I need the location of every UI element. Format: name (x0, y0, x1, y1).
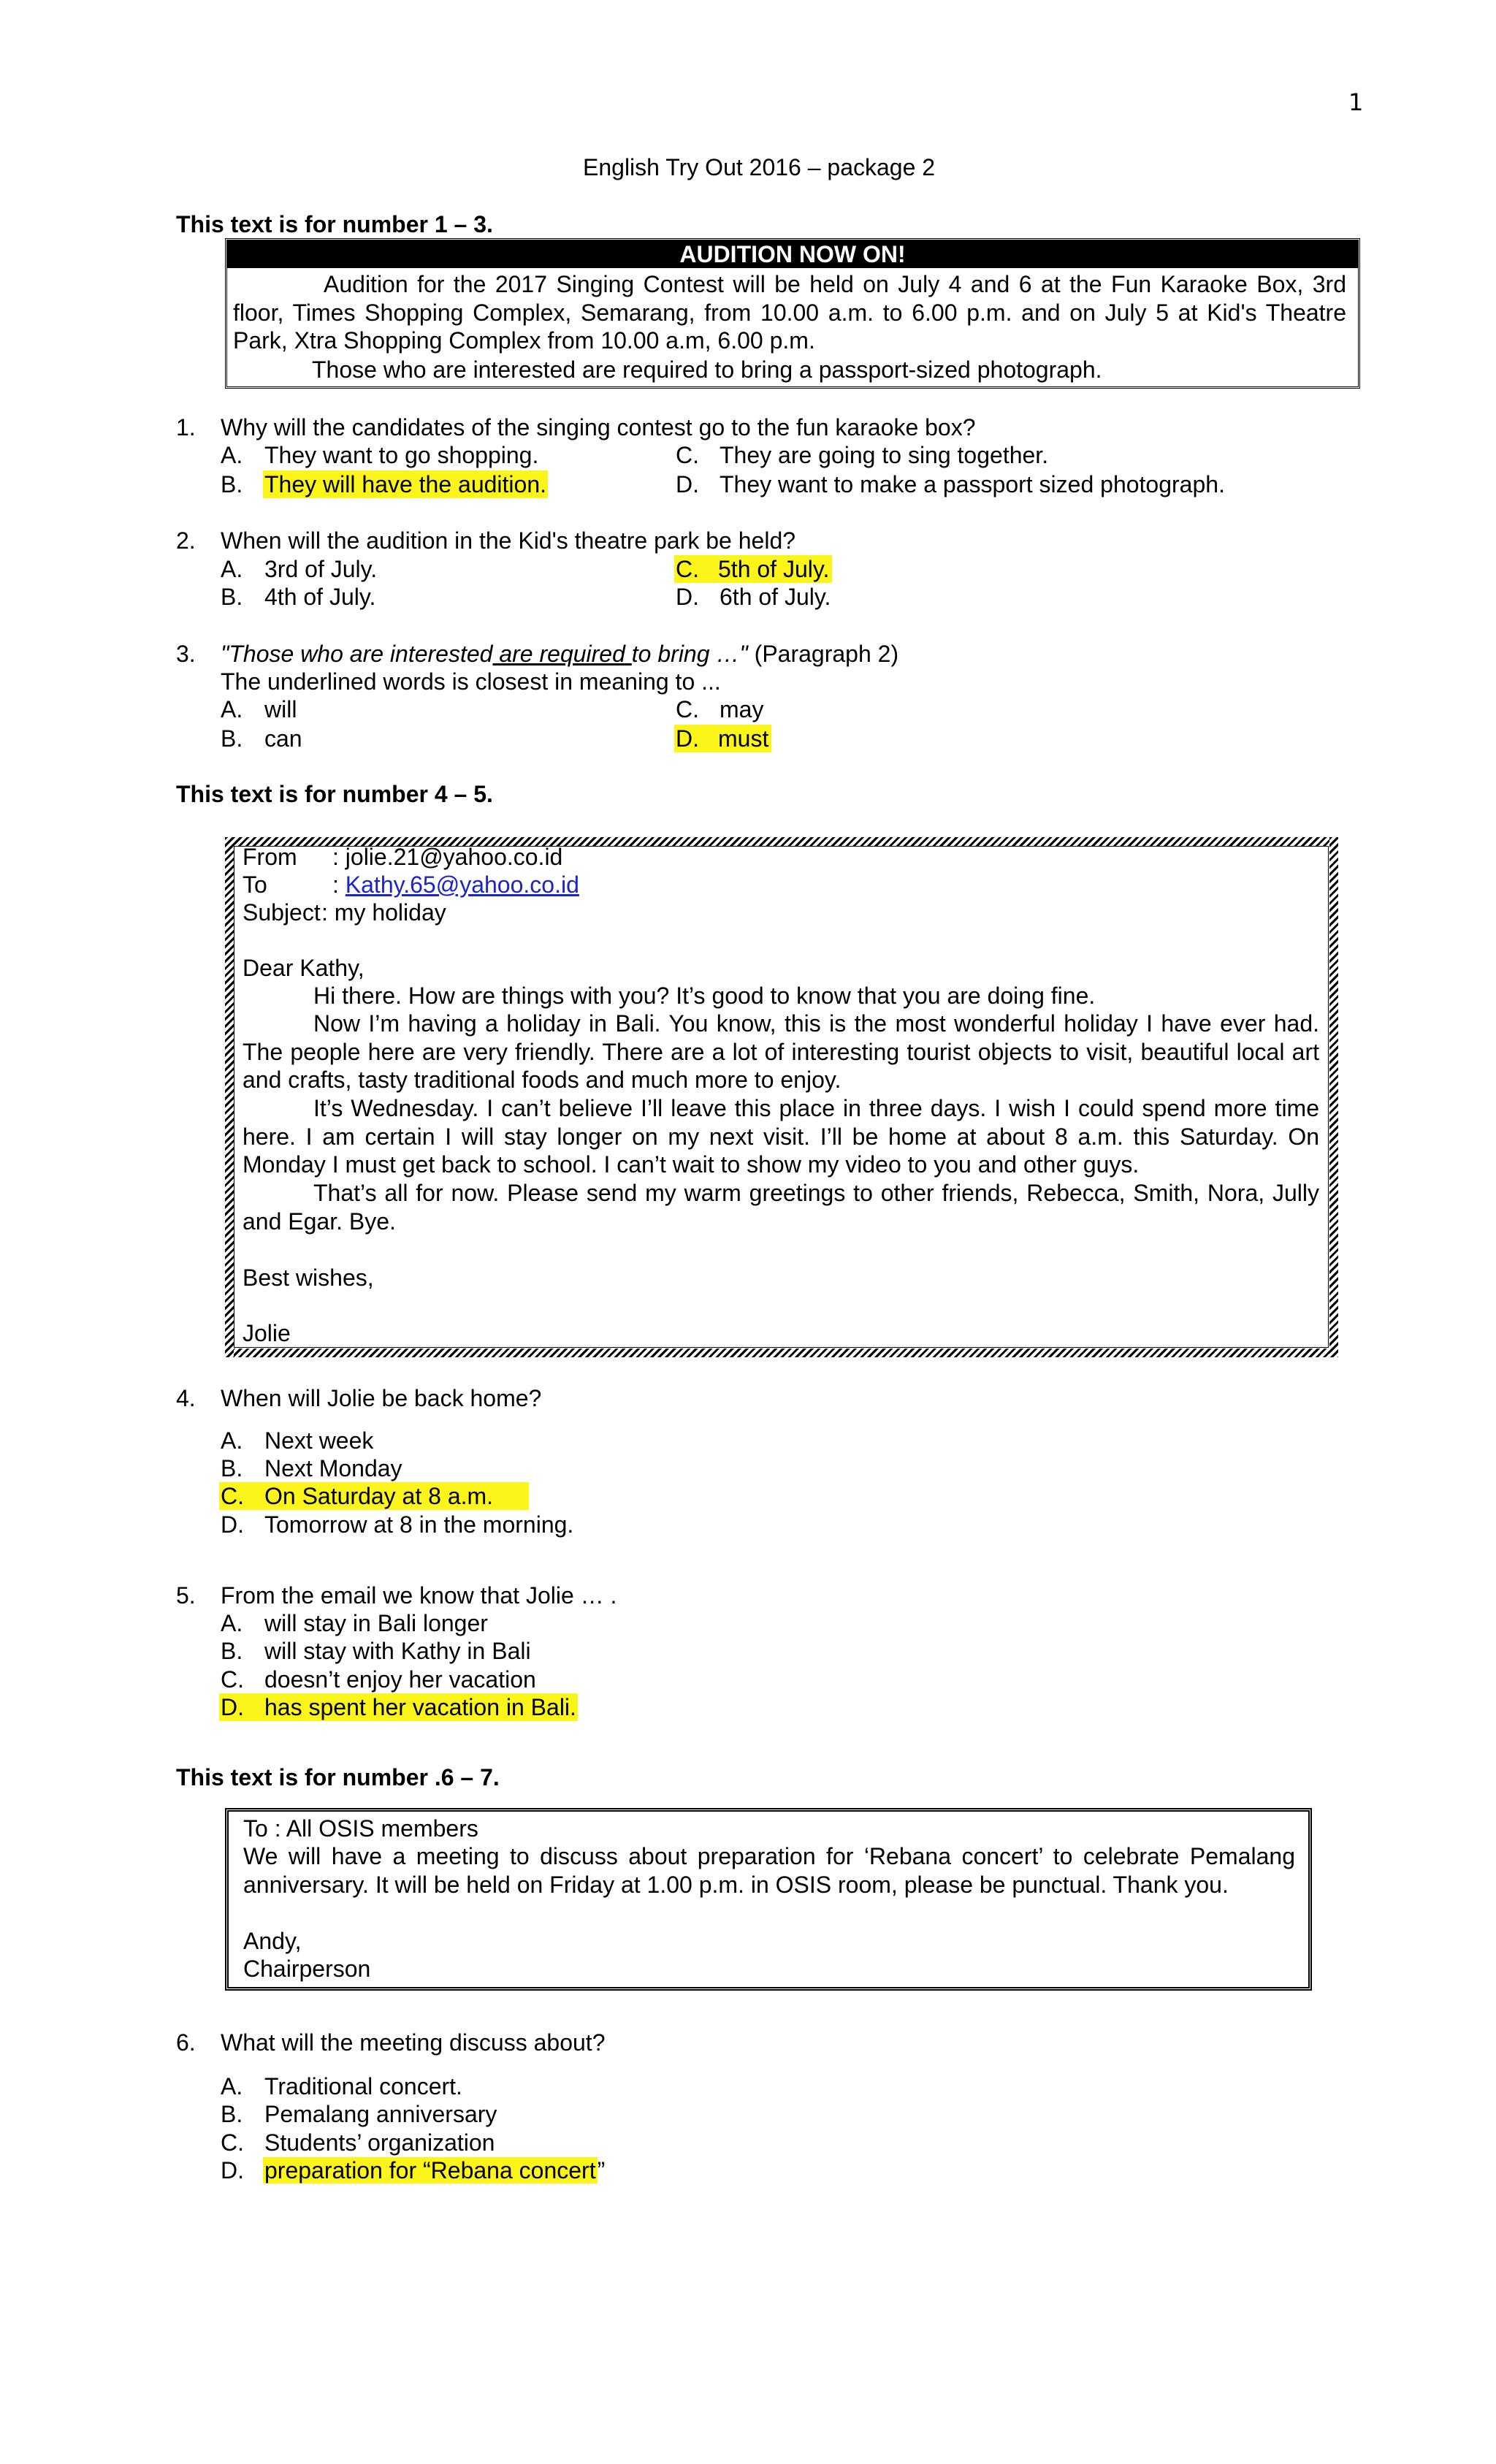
question-number: 3. (176, 641, 196, 667)
option-letter: D. (221, 2157, 244, 2183)
border-right (1329, 837, 1338, 1357)
question-text: When will Jolie be back home? (221, 1385, 542, 1411)
quote-part-1: "Those who are interested (221, 641, 493, 667)
email-subject-label: Subject (243, 899, 321, 926)
option-letter: C. (221, 1666, 244, 1693)
option-letter-answer: D. (674, 725, 720, 752)
option-letter: A. (221, 1427, 243, 1454)
email-closing: Best wishes, (243, 1265, 374, 1291)
page-number: 1 (1348, 88, 1364, 116)
quote-reference: (Paragraph 2) (747, 641, 899, 667)
email-subject-value: : my holiday (321, 899, 446, 926)
email-greeting: Dear Kathy, (243, 955, 365, 981)
audition-box (225, 238, 1360, 389)
email-paragraph-3: It’s Wednesday. I can’t believe I’ll leave this place in three days. I wish I could spend more time here. I am certain I will stay longer on my next visit. I’ll be home at about 8 a.m. this Saturday. On Monday I must get back to school. I can’t wait to show my video to you and other guys. (243, 1095, 1319, 1178)
option-c[interactable]: may (720, 696, 764, 722)
memo-to: To : All OSIS members (243, 1815, 478, 1842)
quote-underlined: are required (492, 641, 632, 667)
option-letter: B. (221, 2101, 243, 2127)
option-letter: B. (221, 725, 243, 752)
email-to-row (332, 871, 579, 899)
option-a[interactable]: will stay in Bali longer (264, 1610, 488, 1636)
document-header: English Try Out 2016 – package 2 (583, 154, 936, 180)
option-letter: A. (221, 556, 243, 582)
email-to-link[interactable]: Kathy.65@yahoo.co.id (345, 871, 579, 898)
option-letter: C. (676, 442, 699, 468)
option-d[interactable]: They want to make a passport sized photograph. (720, 471, 1225, 497)
question-number: 6. (176, 2029, 196, 2056)
question-number: 1. (176, 414, 196, 440)
option-d[interactable]: 6th of July. (720, 584, 831, 610)
memo-body: We will have a meeting to discuss about preparation for ‘Rebana concert’ to celebrate Pemalang anniversary. It will be held on Friday at 1.00 p.m. in OSIS room, please be punctual. Thank you. (243, 1843, 1295, 1898)
option-c-answer[interactable]: 5th of July. (718, 555, 832, 583)
email-to-label: To (243, 871, 267, 898)
option-letter-answer: D. (219, 1693, 264, 1721)
option-letter: C. (676, 696, 699, 722)
option-letter: B. (221, 471, 243, 497)
closing-quote: ” (597, 2157, 606, 2183)
option-letter: D. (221, 1511, 244, 1538)
question-text: What will the meeting discuss about? (221, 2029, 606, 2056)
option-b[interactable]: Next Monday (264, 1455, 402, 1481)
section-intro-1: This text is for number 1 – 3. (176, 211, 493, 237)
option-c[interactable]: Students’ organization (264, 2129, 495, 2156)
option-letter: D. (676, 471, 699, 497)
email-paragraph-1: Hi there. How are things with you? It’s good to know that you are doing fine. (313, 983, 1096, 1009)
option-d-answer[interactable]: preparation for “Rebana concert (264, 2157, 596, 2183)
option-b[interactable]: will stay with Kathy in Bali (264, 1638, 531, 1664)
option-letter: A. (221, 696, 243, 722)
option-letter-answer: C. (219, 1482, 264, 1510)
option-letter: A. (221, 2073, 243, 2099)
section-intro-3: This text is for number .6 – 7. (176, 1764, 500, 1790)
option-letter: B. (221, 1638, 243, 1664)
option-letter: A. (221, 442, 243, 468)
option-a[interactable]: Next week (264, 1427, 374, 1454)
question-number: 4. (176, 1385, 196, 1411)
question-number: 2. (176, 527, 196, 554)
option-a[interactable]: They want to go shopping. (264, 442, 539, 468)
option-d-answer[interactable]: has spent her vacation in Bali. (264, 1694, 576, 1720)
option-b[interactable]: Pemalang anniversary (264, 2101, 497, 2127)
option-b[interactable]: 4th of July. (264, 584, 376, 610)
audition-title: AUDITION NOW ON! (679, 241, 906, 267)
option-letter: D. (676, 584, 699, 610)
option-letter: B. (221, 1455, 243, 1481)
email-paragraph-2: Now I’m having a holiday in Bali. You know, this is the most wonderful holiday I have ever had. The people here are very friendly. There are a lot of interesting tourist objects to visit, beautiful local art and crafts, tasty traditional foods and much more to enjoy. (243, 1010, 1319, 1093)
question-text: The underlined words is closest in meaning to ... (221, 668, 721, 695)
audition-title-bar (227, 240, 1358, 268)
memo-sender: Andy, (243, 1928, 302, 1954)
option-letter: C. (221, 2129, 244, 2156)
option-letter: A. (221, 1610, 243, 1636)
border-left (225, 837, 234, 1357)
option-b[interactable]: can (264, 725, 302, 752)
option-a[interactable]: Traditional concert. (264, 2073, 462, 2099)
option-a[interactable]: 3rd of July. (264, 556, 378, 582)
email-box (225, 837, 1338, 1357)
option-d[interactable]: Tomorrow at 8 in the morning. (264, 1511, 574, 1538)
question-text: From the email we know that Jolie … . (221, 1582, 617, 1609)
email-signature: Jolie (243, 1320, 291, 1346)
option-a[interactable]: will (264, 696, 297, 722)
border-bottom (225, 1349, 1338, 1357)
colon: : (332, 871, 346, 898)
audition-paragraph-2: Those who are interested are required to bring a passport-sized photograph. (312, 356, 1102, 383)
question-quote (221, 640, 898, 668)
memo-role: Chairperson (243, 1956, 371, 1982)
option-d-answer[interactable]: must (718, 725, 771, 752)
option-b-answer[interactable]: They will have the audition. (264, 471, 546, 497)
option-letter: B. (221, 584, 243, 610)
question-text: Why will the candidates of the singing contest go to the fun karaoke box? (221, 414, 976, 440)
email-paragraph-4: That’s all for now. Please send my warm greetings to other friends, Rebecca, Smith, Nora, Jully and Egar. Bye. (243, 1180, 1319, 1235)
option-c[interactable]: They are going to sing together. (720, 442, 1049, 468)
email-from-value: : jolie.21@yahoo.co.id (332, 844, 563, 870)
audition-paragraph-1: Audition for the 2017 Singing Contest will be held on July 4 and 6 at the Fun Karaoke Box, 3rd floor, Times Shopping Complex, Semarang, from 10.00 a.m. to 6.00 p.m. and on July 5 at Kid's Theatre Park, Xtra Shopping Complex from 10.00 a.m, 6.00 p.m. (233, 271, 1346, 354)
option-d-row (263, 2156, 605, 2184)
question-number: 5. (176, 1582, 196, 1609)
quote-part-2: to bring …" (631, 641, 748, 667)
question-text: When will the audition in the Kid's theatre park be held? (221, 527, 796, 554)
section-intro-2: This text is for number 4 – 5. (176, 781, 493, 807)
option-c-answer[interactable]: On Saturday at 8 a.m. (263, 1482, 529, 1510)
memo-box (225, 1808, 1312, 1991)
option-c[interactable]: doesn’t enjoy her vacation (264, 1666, 536, 1693)
email-from-label: From (243, 844, 297, 870)
option-letter-answer: C. (674, 555, 720, 583)
